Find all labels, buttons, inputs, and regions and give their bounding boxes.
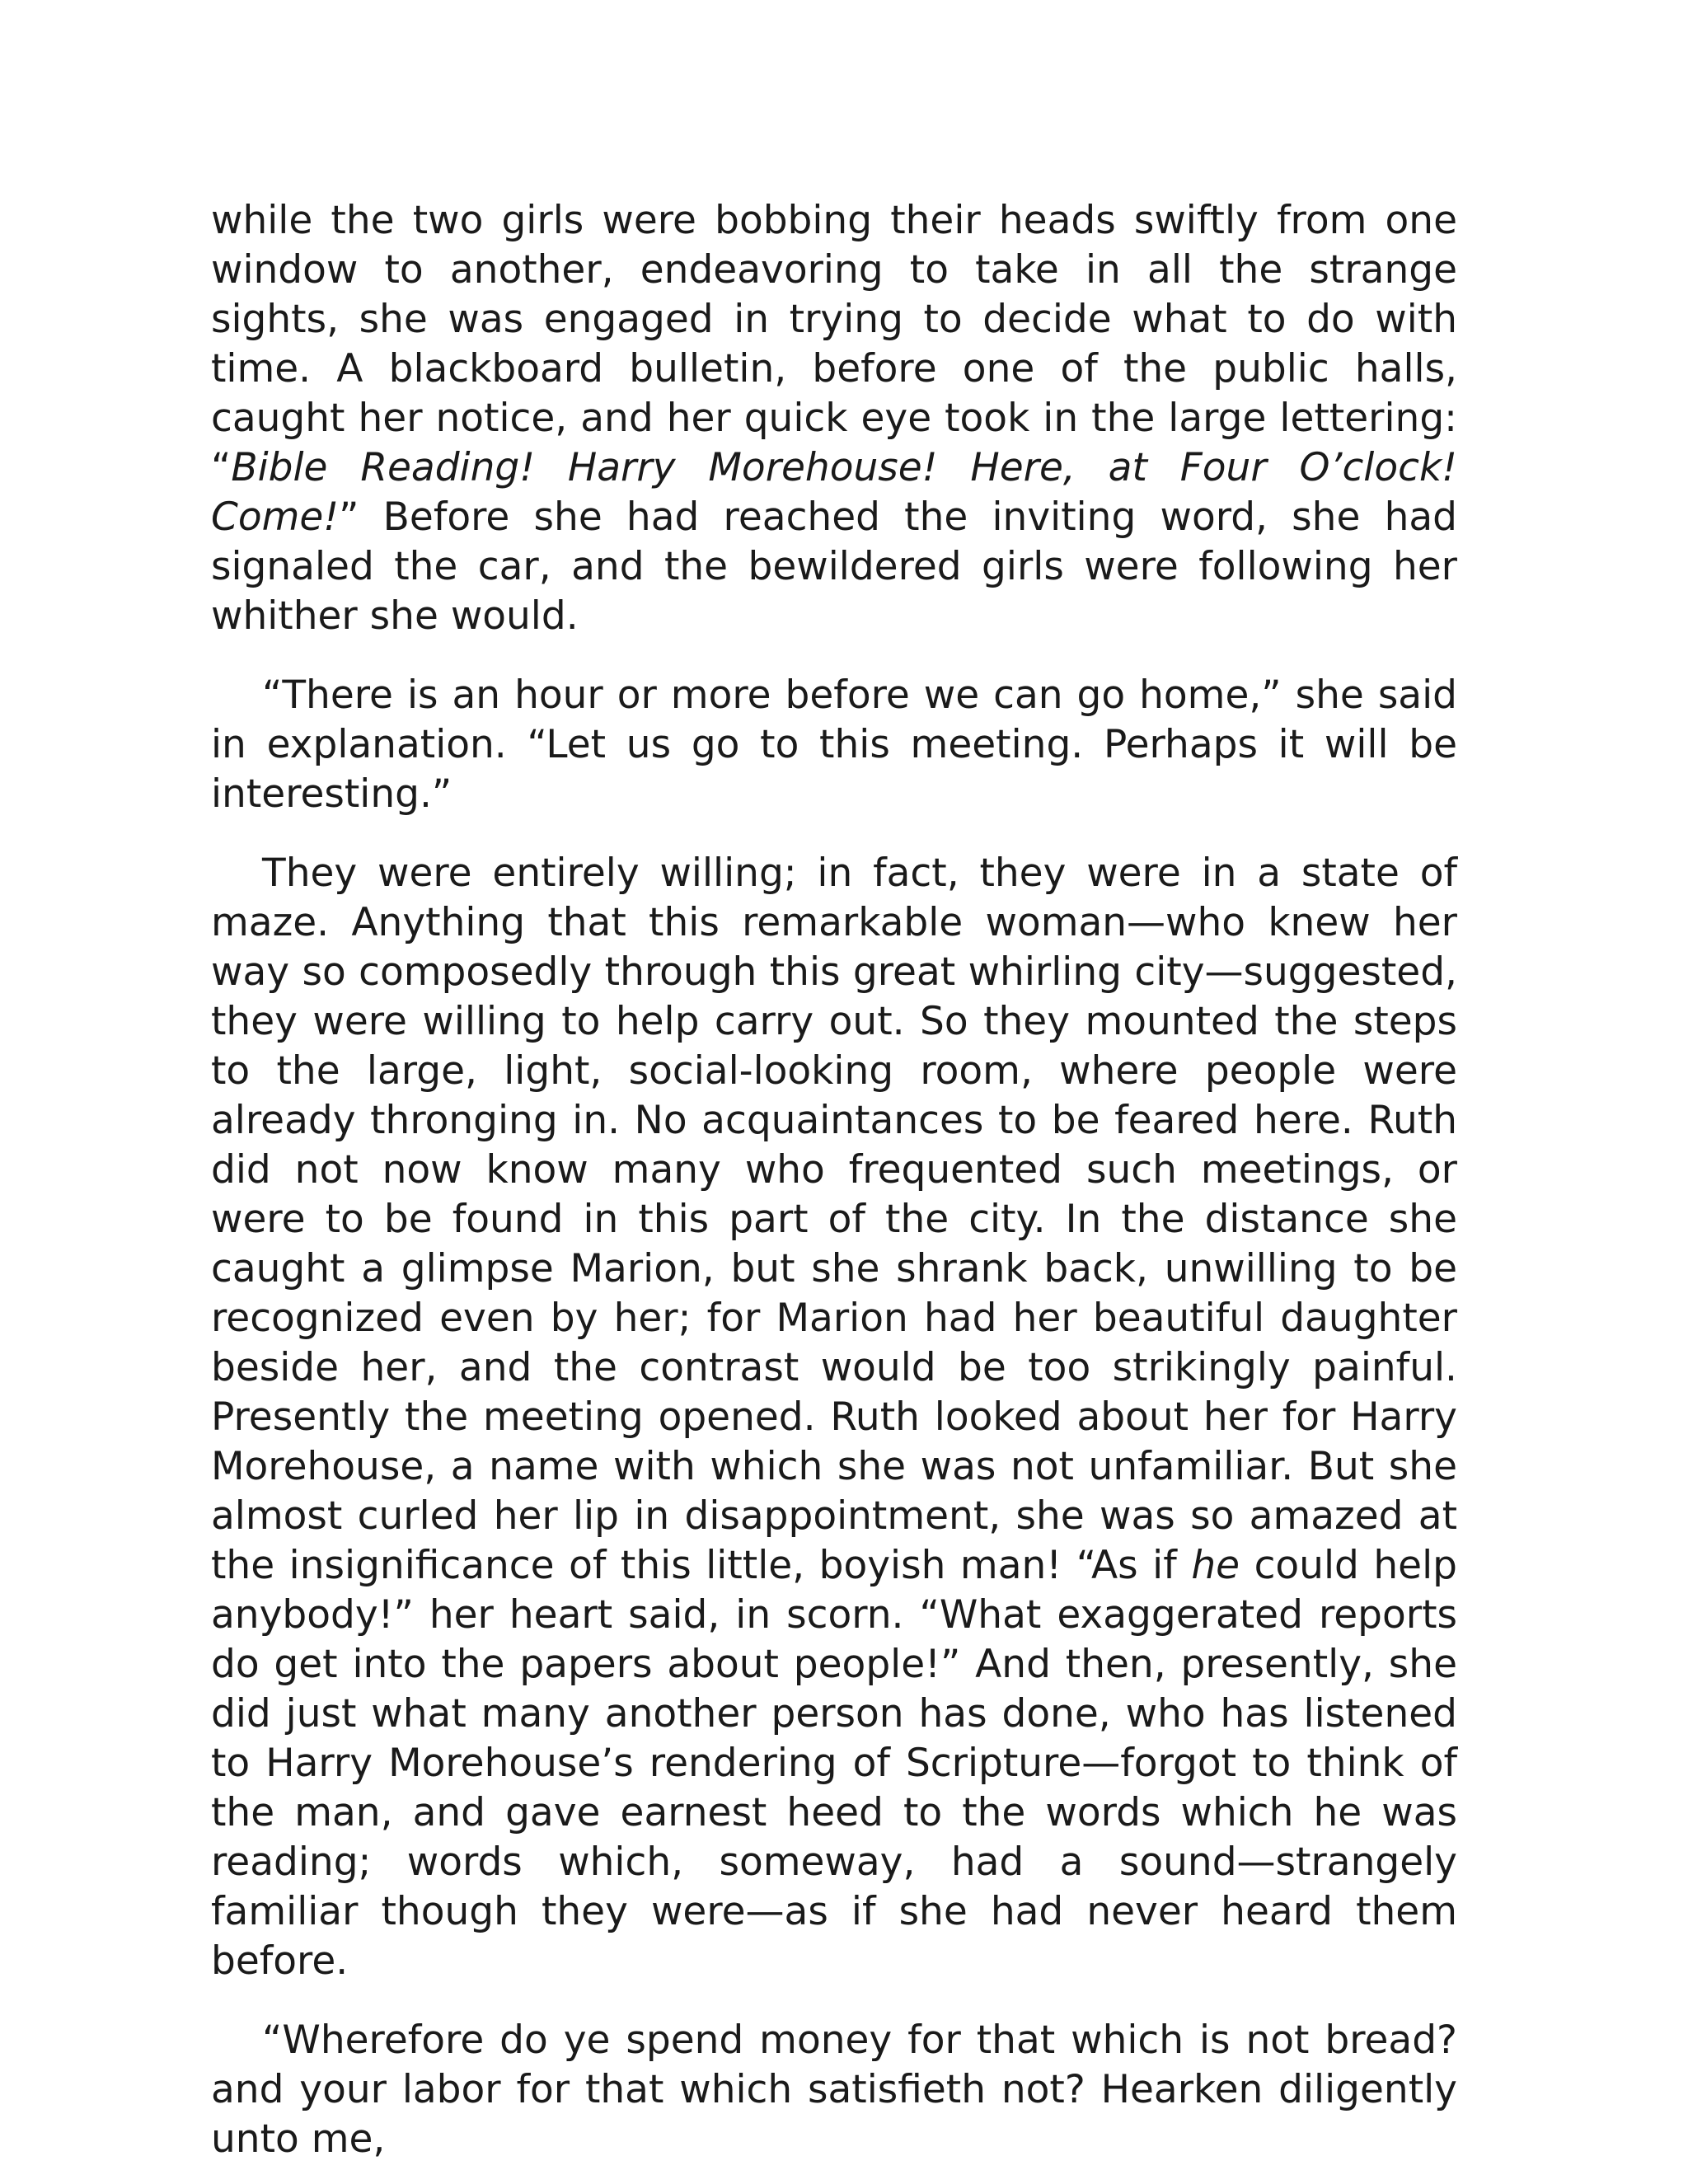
paragraph-1 xyxy=(211,196,1457,641)
paragraph-4-run-1: “Wherefore do ye spend money for that which is not bread? and your labor for that which satisfieth not? Hearken diligently unto me, xyxy=(211,2018,1457,2162)
paragraph-3-run-3: could help anybody!” her heart said, in scorn. “What exaggerated reports do get into the papers about people!” And then, presently, she did just what many another person has done, who has listened to Harry Morehouse’s rendering of Scripture—forgot to think of the man, and gave earnest heed to the words which he was reading; words which, someway, had a sound—strangely familiar though they were—as if she had never heard them before. xyxy=(211,1543,1457,1984)
paragraph-2 xyxy=(211,671,1457,819)
body-text xyxy=(211,196,1457,2164)
paragraph-1-run-3: ” Before she had reached the inviting word, she had signaled the car, and the bewildered girls were following her whither she would. xyxy=(211,494,1457,639)
bulletin-lettering: Bible Reading! Harry Morehouse! Here, at Four O’clock! Come! xyxy=(211,445,1457,540)
paragraph-3-run-1: They were entirely willing; in fact, they were in a state of maze. Anything that this remarkable woman—who knew her way so composedly through this great whirling city—suggested, they were willing to help carry out. So they mounted the steps to the large, light, social-looking room, where people were already thronging in. No acquaintances to be feared here. Ruth did not now know many who frequented such meetings, or were to be found in this part of the city. In the distance she caught a glimpse Marion, but she shrank back, unwilling to be recognized even by her; for Marion had her beautiful daughter beside her, and the contrast would be too strikingly painful. Presently the meeting opened. Ruth looked about her for Harry Morehouse, a name with which she was not unfamiliar. But she almost curled her lip in disappointment, she was so amazed at the insignificance of this little, boyish man! “As if xyxy=(211,851,1457,1588)
paragraph-2-run-1: “There is an hour or more before we can go home,” she said in explanation. “Let us go to this meeting. Perhaps it will be interesting.” xyxy=(211,673,1457,817)
paragraph-3 xyxy=(211,849,1457,1986)
paragraph-4 xyxy=(211,2016,1457,2164)
emphasis-he: he xyxy=(1191,1543,1240,1588)
paragraph-1-run-1: while the two girls were bobbing their heads swiftly from one window to another, endeavoring to take in all the strange sights, she was engaged in trying to decide what to do with time. A blackboard bulletin, before one of the public halls, caught her notice, and her quick eye took in the large lettering: “ xyxy=(211,198,1457,490)
